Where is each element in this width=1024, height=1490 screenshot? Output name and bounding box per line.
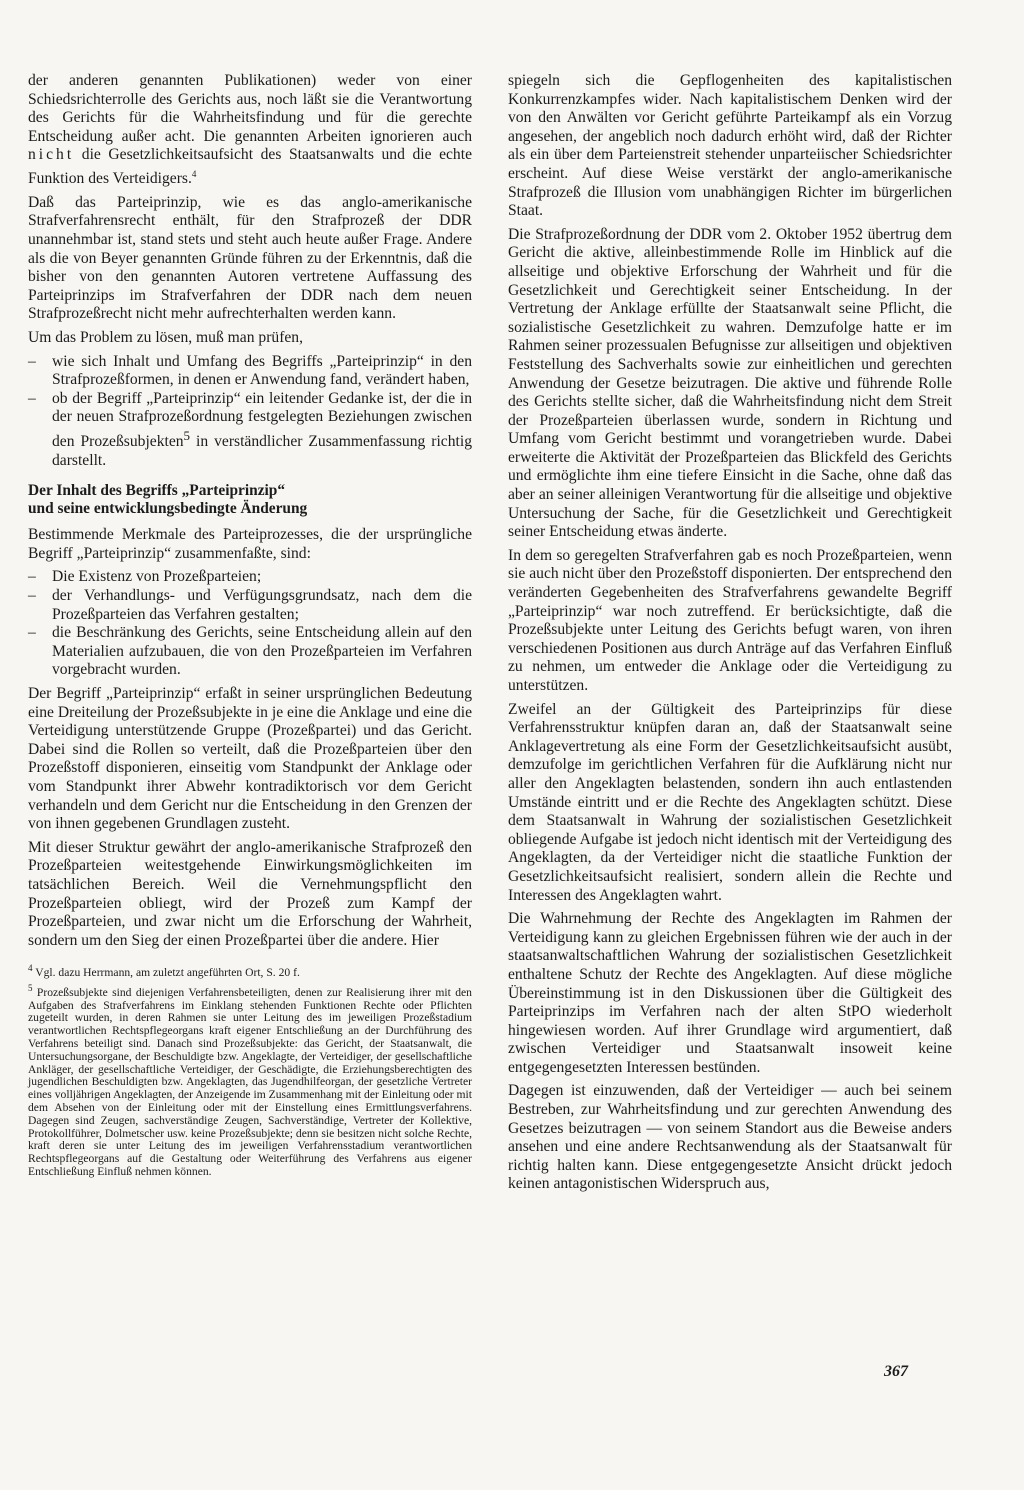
left-paragraph-1-rest: die Gesetzlichkeitsaufsicht des Staatsanwalts und die echte Funktion des Verteidigers. xyxy=(28,146,472,188)
dash-bullet: – xyxy=(28,352,36,370)
section-heading xyxy=(28,482,472,518)
question-list xyxy=(28,353,472,471)
feature-list xyxy=(28,568,472,680)
footnote-ref-5: 5 xyxy=(183,427,191,443)
list-item-text: ob der Begriff „Parteiprinzip“ ein leitender Gedanke ist, der die in der neuen Strafprozeßordnung festgelegten Beziehungen zwischen den Prozeßsubjekten xyxy=(52,389,472,451)
list-item xyxy=(28,390,472,471)
left-paragraph-1-text: der anderen genannten Publikationen) weder von einer Schiedsrichterrolle des Gerichts aus, noch läßt sie die Verantwortung des Gerichts für die Wahrheitsfindung und für die gerechte Entscheidung außer acht. Die genannten Arbeiten ignorieren auch xyxy=(28,72,472,145)
list-item xyxy=(28,587,472,624)
dash-bullet: – xyxy=(28,624,36,642)
list-item-tail: in verständlicher Zusammenfassung richtig darstellt. xyxy=(52,433,472,469)
left-column xyxy=(28,72,472,1181)
right-paragraph-6: Dagegen ist einzuwenden, daß der Verteidiger — auch bei seinem Bestreben, zur Wahrheitsfindung und zur gerechten Anwendung des Gesetzes beizutragen — von seinem Standort aus die Beweise anders ansehen und eine andere Rechtsanwendung als der Staatsanwalt für richtig halten kann. Diese entgegengesetzte Ansicht drückt jedoch keinen antagonistischen Widerspruch aus, xyxy=(508,1082,952,1193)
list-item xyxy=(28,568,472,587)
dash-bullet: – xyxy=(28,587,36,605)
spaced-emphasis: nicht xyxy=(28,146,75,164)
section-heading-line-1: Der Inhalt des Begriffs „Parteiprinzip“ xyxy=(28,482,286,500)
right-paragraph-3: In dem so geregelten Strafverfahren gab es noch Prozeßparteien, wenn sie auch nicht über den Prozeßstoff disponierten. Der entsprechend den veränderten Gegebenheiten des Strafverfahrens gewandelte Begriff „Parteiprinzip“ war noch zutreffend. Er berücksichtigte, daß die Prozeßsubjekte unter Leitung des Gerichts befugt waren, von ihren verschiedenen Positionen aus durch Anträge auf das Verfahren Einfluß zu nehmen, um entweder die Anklage oder die Verteidigung zu unterstützen. xyxy=(508,546,952,694)
page-number: 367 xyxy=(884,1363,908,1380)
right-paragraph-2: Die Strafprozeßordnung der DDR vom 2. Oktober 1952 übertrug dem Gericht die aktive, alleinbestimmende Rolle im Hinblick auf die allseitige und objektive Erforschung der Wahrheit und für die Gesetzlichkeit und Gerechtigkeit seiner Entscheidung. In der Vertretung der Anklage erfüllte der Staatsanwalt seine Pflicht, die sozialistische Gesetzlichkeit zu wahren. Demzufolge hatte er im Rahmen seiner prozessualen Befugnisse zur allseitigen und objektiven Feststellung des Sachverhalts sowie zur einheitlichen und gerechten Anwendung der Gesetze beizutragen. Die aktive und führende Rolle des Gerichts stellte sicher, daß die Wahrheitsfindung nicht dem Streit der Prozeßparteien überlassen wurde, sondern in Richtung und Umfang vom Gericht bestimmt und vorangetrieben wurde. Dabei erweiterte die Aktivität der Prozeßparteien das Blickfeld des Gerichts und ermöglichte ihm eine tiefere Einsicht in die Sache, ohne daß das aber an seiner alleinigen Verantwortung für die allseitige und objektive Untersuchung der Sache, für die Gesetzlichkeit und Gerechtigkeit seiner Entscheidung etwas änderte. xyxy=(508,225,952,541)
footnote-5 xyxy=(28,982,472,1179)
right-column xyxy=(508,72,952,1199)
footnotes xyxy=(28,962,472,1178)
left-paragraph-1 xyxy=(28,72,472,189)
left-paragraph-5: Der Begriff „Parteiprinzip“ erfaßt in seiner ursprünglichen Bedeutung eine Dreiteilung der Prozeßsubjekte in je eine die Anklage und eine die Verteidigung unterstützende Gruppe (Prozeßpartei) und das Gericht. Dabei sind die Rollen so verteilt, daß die Prozeßparteien über den Prozeßstoff disponieren, einseitig vom Standpunkt der Anklage oder vom Standpunkt ihrer Abwehr kontradiktorisch vor dem Gericht verhandeln und dem Gericht nur die Entscheidung in den Grenzen der von ihnen gegebenen Grundlagen zusteht. xyxy=(28,685,472,833)
dash-bullet: – xyxy=(28,389,36,407)
dash-bullet: – xyxy=(28,568,36,586)
left-paragraph-6: Mit dieser Struktur gewährt der anglo-amerikanische Strafprozeß den Prozeßparteien weitestgehende Einwirkungsmöglichkeiten im tatsächlichen Bereich. Weil die Vernehmungspflicht den Prozeßparteien obliegt, wird der Prozeß zum Kampf der Prozeßparteien, und zwar nicht um die Erforschung der Wahrheit, sondern um den Sieg der einen Prozeßpartei über die andere. Hier xyxy=(28,838,472,949)
footnote-5-mark: 5 xyxy=(28,982,33,993)
list-item-text: die Beschränkung des Gerichts, seine Entscheidung allein auf den Materialien aufzubauen, die von den Prozeßparteien im Verfahren vorgebracht wurden. xyxy=(52,624,472,679)
footnote-5-text: Prozeßsubjekte sind diejenigen Verfahrensbeteiligten, denen zur Realisierung ihrer mit den Aufgaben des Strafverfahrens im Einklang stehenden Funktionen Rechte oder Pflichten zugeteilt wurden, in deren Rahmen sie unter Leitung des im jeweiligen Prozeßstadium verantwortlichen Rechtspflegeorgans kraft eigener Entschließung an der Durchführung des Verfahrens beteiligt sind. Danach sind Prozeßsubjekte: das Gericht, der Staatsanwalt, die Untersuchungsorgane, der Beschuldigte bzw. Angeklagte, der Verteidiger, der gesellschaftliche Ankläger, der gesellschaftliche Verteidiger, der Geschädigte, die Erziehungsberechtigten des jugendlichen Beschuldigten bzw. Angeklagten, das Jugendhilfeorgan, der gesetzliche Vertreter eines volljährigen Angeklagten, der Anzeigende im Zusammenhang mit der Einleitung oder mit dem Absehen von der Einleitung oder mit der Einstellung eines Ermittlungsverfahrens. Dagegen sind Zeugen, sachverständige Zeugen, Sachverständige, Vertreter der Kollektive, Protokollführer, Dolmetscher usw. keine Prozeßsubjekte; denn sie besitzen nicht solche Rechte, kraft deren sie unter Leitung des im jeweiligen Verfahrensstadium verantwortlichen Rechtspflegeorgans auf die Gestaltung oder Weiterführung des Verfahrens aus eigener Entschließung Einfluß nehmen können. xyxy=(28,985,472,1178)
footnote-4-text: Vgl. dazu Herrmann, am zuletzt angeführten Ort, S. 20 f. xyxy=(35,966,300,980)
footnote-4 xyxy=(28,962,472,980)
list-item-text: wie sich Inhalt und Umfang des Begriffs „Parteiprinzip“ in den Strafprozeßformen, in denen er Anwendung fand, verändert haben, xyxy=(52,352,472,389)
right-paragraph-5: Die Wahrnehmung der Rechte des Angeklagten im Rahmen der Verteidigung kann zu gleichen Ergebnissen führen wie der auch in der staatsanwaltschaftlichen Wahrung der sozialistischen Gesetzlichkeit enthaltene Schutz der Rechte des Angeklagten. Auf diese mögliche Übereinstimmung ist in den Diskussionen über die Gültigkeit des Parteiprinzips im Verfahren nach der alten StPO wiederholt hingewiesen worden. Auf ihrer Grundlage wird argumentiert, daß zwischen Verteidiger und Staatsanwalt insoweit keine entgegengesetzten Interessen bestünden. xyxy=(508,910,952,1076)
left-paragraph-4: Bestimmende Merkmale des Parteiprozesses, die der ursprüngliche Begriff „Parteiprinzip“ zusammenfaßte, sind: xyxy=(28,526,472,562)
left-paragraph-3: Um das Problem zu lösen, muß man prüfen, xyxy=(28,328,304,346)
list-item xyxy=(28,624,472,680)
list-item xyxy=(28,353,472,390)
footnote-4-mark: 4 xyxy=(28,963,33,974)
list-item-text: Die Existenz von Prozeßparteien; xyxy=(52,568,262,586)
left-paragraph-2: Daß das Parteiprinzip, wie es das anglo-amerikanische Strafverfahrensrecht enthält, für den Strafprozeß der DDR unannehmbar ist, stand stets und steht auch heute außer Frage. Andere als die von Beyer genannten Gründe führen zu der Erkenntnis, daß die bisher von den genannten Autoren vertretene Auffassung des Parteiprinzips im Strafverfahren der DDR nach dem neuen Strafprozeßrecht nicht mehr aufrechterhalten werden kann. xyxy=(28,193,472,323)
right-paragraph-1: spiegeln sich die Gepflogenheiten des kapitalistischen Konkurrenzkampfes wider. Nach kapitalistischem Denken wird der von den Anwälten vor Gericht geführte Parteikampf als ein Vorzug angesehen, der angeblich noch dadurch erhöht wird, daß der Richter als ein über dem Parteienstreit stehender unparteiischer Schiedsrichter erscheint. Auf diese Weise verstärkt der anglo-amerikanische Strafprozeß die Illusion vom unabhängigen Richter im bürgerlichen Staat. xyxy=(508,72,952,220)
list-item-text: der Verhandlungs- und Verfügungsgrundsatz, nach dem die Prozeßparteien das Verfahren gestalten; xyxy=(52,587,472,623)
section-heading-line-2: und seine entwicklungsbedingte Änderung xyxy=(28,500,308,518)
right-paragraph-4: Zweifel an der Gültigkeit des Parteiprinzips für diese Verfahrensstruktur knüpfen daran an, daß der Staatsanwalt seine Anklagevertretung als eine Form der Gesetzlichkeitsaufsicht ausübt, demzufolge im gerichtlichen Verfahren für die Aufklärung nicht nur aller den Angeklagten belastenden, sondern ihn auch entlastenden Umstände eintritt und er die Rechte des Angeklagten schützt. Diese dem Staatsanwalt in Wahrung der sozialistischen Gesetzlichkeit obliegende Aufgabe ist jedoch nicht identisch mit der Verteidigung des Angeklagten, da der Verteidiger nicht die staatliche Funktion der Gesetzlichkeitsaufsicht realisiert, sondern allein die Rechte und Interessen des Angeklagten wahrt. xyxy=(508,700,952,904)
footnote-ref-4: 4 xyxy=(191,168,197,179)
